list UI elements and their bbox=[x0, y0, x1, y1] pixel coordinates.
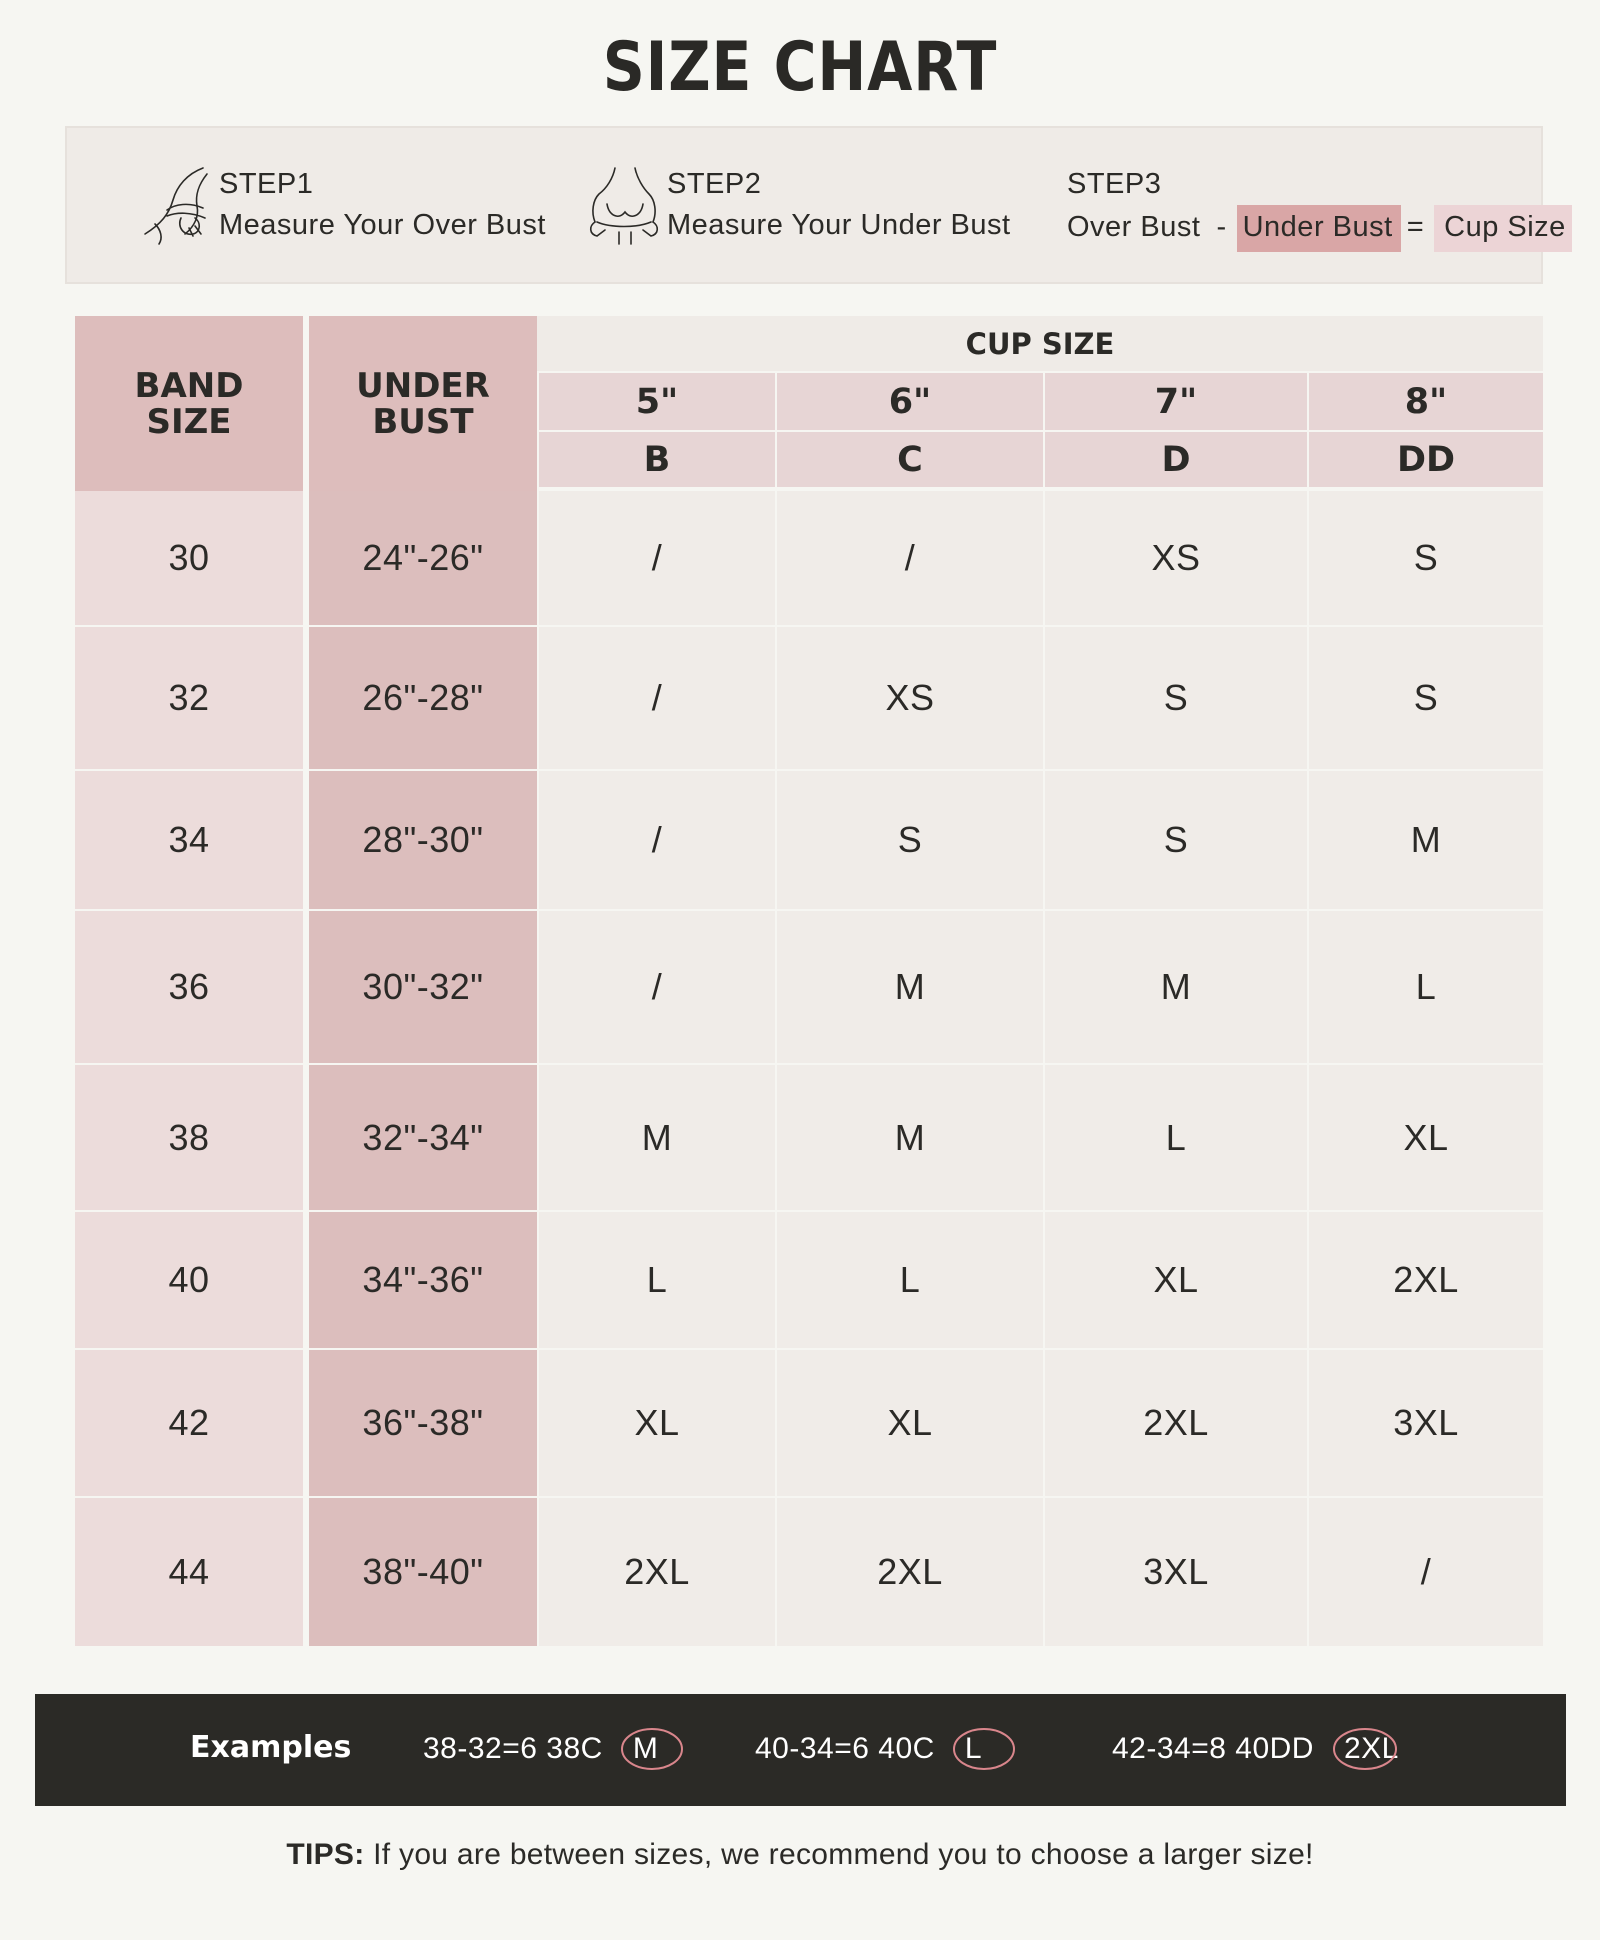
step-1 bbox=[219, 164, 546, 246]
over-bust-measure-icon bbox=[137, 164, 213, 246]
size-cell: L bbox=[1307, 911, 1543, 1065]
size-cell: M bbox=[1043, 911, 1307, 1065]
size-circle-icon bbox=[619, 1724, 685, 1774]
example-formula: 40-34=6 40C bbox=[755, 1732, 935, 1765]
size-cell: 3XL bbox=[1307, 1350, 1543, 1498]
size-cell: XL bbox=[1043, 1212, 1307, 1350]
band-size-header bbox=[75, 316, 309, 491]
size-cell: / bbox=[537, 491, 775, 627]
band-size-cell: 40 bbox=[75, 1212, 309, 1350]
size-cell: S bbox=[775, 771, 1043, 911]
cup-letter-header: D bbox=[1043, 432, 1307, 491]
table-row bbox=[75, 1498, 1543, 1646]
band-size-cell: 44 bbox=[75, 1498, 309, 1646]
size-cell: 2XL bbox=[775, 1498, 1043, 1646]
size-circle-icon bbox=[1330, 1724, 1400, 1774]
band-size-cell: 42 bbox=[75, 1350, 309, 1498]
size-cell: S bbox=[1307, 627, 1543, 771]
examples-label: Examples bbox=[190, 1730, 352, 1765]
under-bust-header-line1: UNDER bbox=[356, 365, 490, 406]
cup-letter-header: C bbox=[775, 432, 1043, 491]
example-formula: 38-32=6 38C bbox=[423, 1732, 603, 1765]
measurement-steps-panel bbox=[65, 126, 1566, 284]
under-bust-cell: 36"-38" bbox=[309, 1350, 537, 1498]
under-bust-cell: 28"-30" bbox=[309, 771, 537, 911]
example-size-label: M bbox=[632, 1732, 659, 1765]
step-1-label: STEP1 bbox=[219, 168, 314, 200]
band-size-cell: 32 bbox=[75, 627, 309, 771]
size-cell: XL bbox=[775, 1350, 1043, 1498]
size-circle-icon bbox=[951, 1724, 1017, 1774]
step-2-label: STEP2 bbox=[667, 168, 762, 200]
table-row bbox=[75, 771, 1543, 911]
size-cell: 3XL bbox=[1043, 1498, 1307, 1646]
under-bust-cell: 26"-28" bbox=[309, 627, 537, 771]
step-2-text: Measure Your Under Bust bbox=[667, 209, 1011, 241]
size-cell: L bbox=[775, 1212, 1043, 1350]
under-bust-cell: 38"-40" bbox=[309, 1498, 537, 1646]
size-cell: / bbox=[537, 911, 775, 1065]
examples-bar bbox=[35, 1694, 1566, 1806]
step-1-text: Measure Your Over Bust bbox=[219, 209, 546, 241]
step-3-label: STEP3 bbox=[1067, 168, 1162, 200]
under-bust-cell: 24"-26" bbox=[309, 491, 537, 627]
size-cell: 2XL bbox=[1307, 1212, 1543, 1350]
cup-size-header: CUP SIZE bbox=[537, 316, 1543, 373]
table-row bbox=[75, 1212, 1543, 1350]
formula-cup-size: Cup Size bbox=[1434, 205, 1572, 252]
step-2 bbox=[667, 164, 1011, 246]
tips-text bbox=[0, 1838, 1600, 1872]
size-cell: S bbox=[1043, 771, 1307, 911]
size-cell: M bbox=[1307, 771, 1543, 911]
step-3 bbox=[1067, 164, 1572, 252]
cup-letter-header: DD bbox=[1307, 432, 1543, 491]
size-cell: / bbox=[1307, 1498, 1543, 1646]
size-cell: L bbox=[1043, 1065, 1307, 1212]
size-cell: XL bbox=[537, 1350, 775, 1498]
under-bust-measure-icon bbox=[585, 164, 661, 246]
table-row bbox=[75, 627, 1543, 771]
cup-inch-header: 7" bbox=[1043, 373, 1307, 432]
example-size bbox=[1336, 1732, 1407, 1766]
formula-over-bust: Over Bust bbox=[1067, 211, 1201, 243]
cup-letter-header: B bbox=[537, 432, 775, 491]
cup-inch-header: 8" bbox=[1307, 373, 1543, 432]
tips-prefix: TIPS: bbox=[286, 1838, 365, 1871]
size-cell: S bbox=[1307, 491, 1543, 627]
size-cell: XS bbox=[1043, 491, 1307, 627]
tips-body: If you are between sizes, we recommend you to choose a larger size! bbox=[364, 1838, 1314, 1871]
example-item bbox=[755, 1732, 990, 1766]
size-cell: 2XL bbox=[1043, 1350, 1307, 1498]
formula-minus: - bbox=[1216, 211, 1227, 243]
under-bust-cell: 34"-36" bbox=[309, 1212, 537, 1350]
table-row bbox=[75, 911, 1543, 1065]
size-cell: M bbox=[775, 911, 1043, 1065]
band-size-header-line1: BAND bbox=[134, 365, 244, 406]
example-size bbox=[957, 1732, 990, 1766]
example-item bbox=[423, 1732, 666, 1766]
formula-equals: = bbox=[1406, 211, 1425, 243]
size-cell: 2XL bbox=[537, 1498, 775, 1646]
size-cell: M bbox=[775, 1065, 1043, 1212]
size-table bbox=[75, 316, 1543, 1646]
page-title: SIZE CHART bbox=[602, 28, 998, 107]
under-bust-cell: 30"-32" bbox=[309, 911, 537, 1065]
formula-under-bust: Under Bust bbox=[1237, 205, 1401, 252]
size-cell: M bbox=[537, 1065, 775, 1212]
size-cell: S bbox=[1043, 627, 1307, 771]
size-cell: L bbox=[537, 1212, 775, 1350]
example-size-label: L bbox=[964, 1732, 982, 1765]
table-row bbox=[75, 1350, 1543, 1498]
table-row bbox=[75, 491, 1543, 627]
size-cell: XS bbox=[775, 627, 1043, 771]
example-size-label: 2XL bbox=[1343, 1732, 1399, 1765]
size-cell: / bbox=[537, 627, 775, 771]
under-bust-header-line2: BUST bbox=[372, 401, 474, 442]
under-bust-header bbox=[309, 316, 537, 491]
band-size-cell: 30 bbox=[75, 491, 309, 627]
table-row bbox=[75, 1065, 1543, 1212]
example-item bbox=[1112, 1732, 1407, 1766]
size-cell: / bbox=[537, 771, 775, 911]
band-size-cell: 36 bbox=[75, 911, 309, 1065]
band-size-header-line2: SIZE bbox=[146, 401, 232, 442]
under-bust-cell: 32"-34" bbox=[309, 1065, 537, 1212]
size-cell: / bbox=[775, 491, 1043, 627]
cup-size-formula bbox=[1067, 205, 1572, 252]
band-size-cell: 34 bbox=[75, 771, 309, 911]
size-cell: XL bbox=[1307, 1065, 1543, 1212]
example-formula: 42-34=8 40DD bbox=[1112, 1732, 1314, 1765]
cup-inch-header: 5" bbox=[537, 373, 775, 432]
example-size bbox=[625, 1732, 667, 1766]
band-size-cell: 38 bbox=[75, 1065, 309, 1212]
cup-inch-header: 6" bbox=[775, 373, 1043, 432]
